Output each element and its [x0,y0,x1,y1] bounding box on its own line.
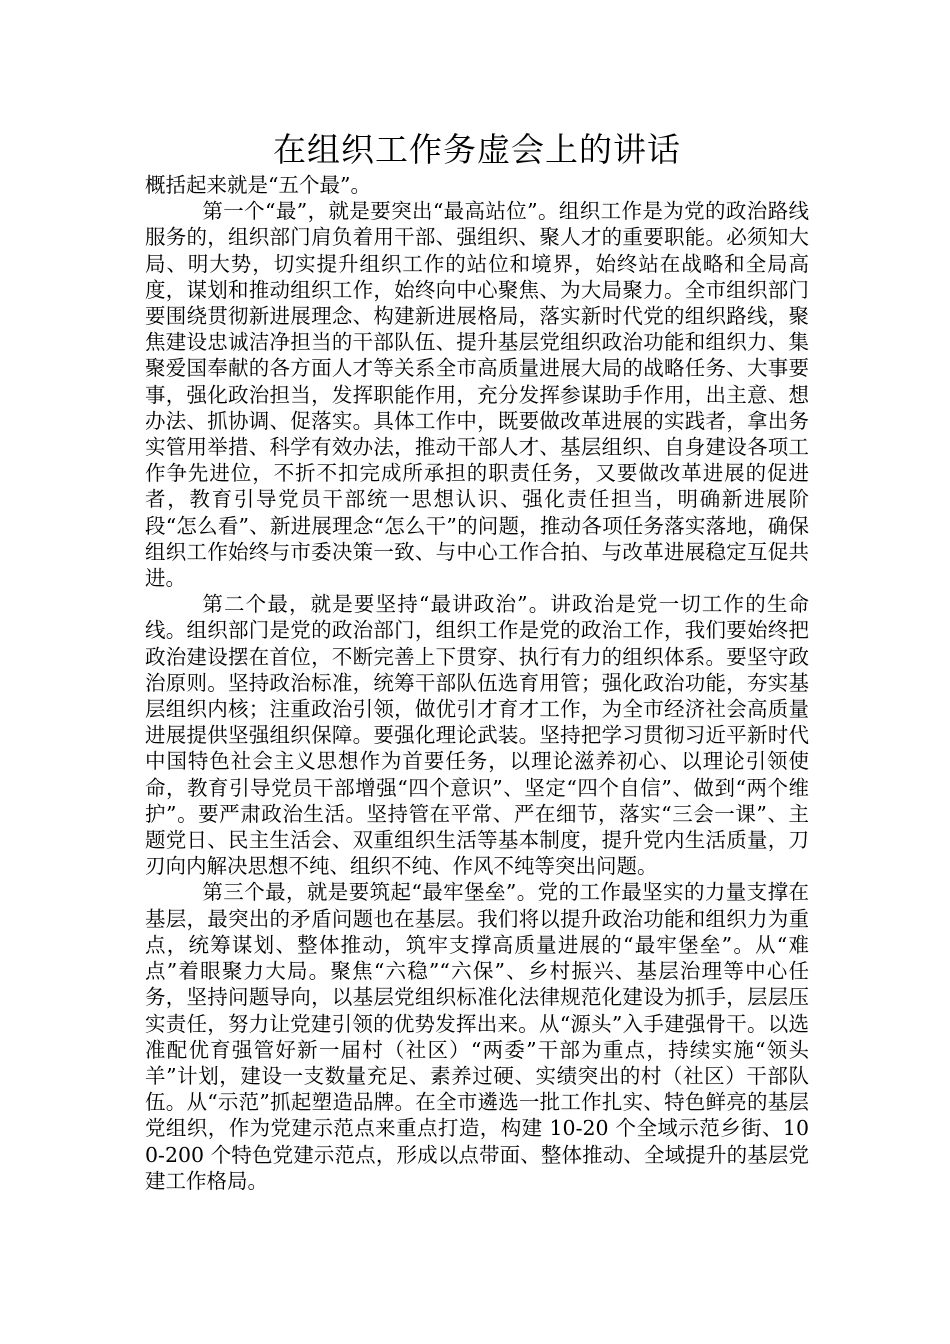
paragraph-summary: 概括起来就是“五个最”。 [145,173,371,197]
paragraph-first-most: 第一个“最”，就是要突出“最高站位”。组织工作是为党的政治路线服务的，组织部门肩负着用干部、强组织、聚人才的重要职能。必须知大局、明大势，切实提升组织工作的站位和境界，始终站在战略和全局高度，谋划和推动组织工作，始终向中心聚焦、为大局聚力。全市组织部门要围绕贯彻新进展理念、构建新进展格局，落实新时代党的组织路线，聚焦建设忠诚洁净担当的干部队伍、提升基层党组织政治功能和组织力、集聚爱国奉献的各方面人才等关系全市高质量进展大局的战略任务、大事要事，强化政治担当，发挥职能作用，充分发挥参谋助手作用，出主意、想办法、抓协调、促落实。具体工作中，既要做改革进展的实践者，拿出务实管用举措、科学有效办法，推动干部人才、基层组织、自身建设各项工作争先进位，不折不扣完成所承担的职责任务，又要做改革进展的促进者，教育引导党员干部统一思想认识、强化责任担当，明确新进展阶段“怎么看”、新进展理念“怎么干”的问题，推动各项任务落实落地，确保组织工作始终与市委决策一致、与中心工作合拍、与改革进展稳定互促共进。 [145,199,809,591]
paragraph-second-most: 第二个最，就是要坚持“最讲政治”。讲政治是党一切工作的生命线。组织部门是党的政治部门，组织工作是党的政治工作，我们要始终把政治建设摆在首位，不断完善上下贯穿、执行有力的组织体系。要坚守政治原则。坚持政治标准，统筹干部队伍选育用管；强化政治功能，夯实基层组织内核；注重政治引领，做优引才育才工作，为全市经济社会高质量进展提供坚强组织保障。要强化理论武装。坚持把学习贯彻习近平新时代中国特色社会主义思想作为首要任务，以理论滋养初心、以理论引领使命，教育引导党员干部增强“四个意识”、坚定“四个自信”、做到“两个维护”。要严肃政治生活。坚持管在平常、严在细节，落实“三会一课”、主题党日、民主生活会、双重组织生活等基本制度，提升党内生活质量，刀刃向内解决思想不纯、组织不纯、作风不纯等突出问题。 [145,592,809,879]
paragraph-third-most: 第三个最，就是要筑起“最牢堡垒”。党的工作最坚实的力量支撑在基层，最突出的矛盾问题也在基层。我们将以提升政治功能和组织力为重点，统筹谋划、整体推动，筑牢支撑高质量进展的“最牢堡垒”。从“难点”着眼聚力大局。聚焦“六稳”“六保”、乡村振兴、基层治理等中心任务，坚持问题导向，以基层党组织标准化法律规范化建设为抓手，层层压实责任，努力让党建引领的优势发挥出来。从“源头”入手建强骨干。以选准配优育强管好新一届村（社区）“两委”干部为重点，持续实施“领头羊”计划，建设一支数量充足、素养过硬、实绩突出的村（社区）干部队伍。从“示范”抓起塑造品牌。在全市遴选一批工作扎实、特色鲜亮的基层党组织，作为党建示范点来重点打造，构建 10-20 个全域示范乡街、100-200 个特色党建示范点，形成以点带面、整体推动、全域提升的基层党建工作格局。 [145,880,809,1193]
document-page [145,128,809,1194]
document-title: 在组织工作务虚会上的讲话 [273,130,681,169]
